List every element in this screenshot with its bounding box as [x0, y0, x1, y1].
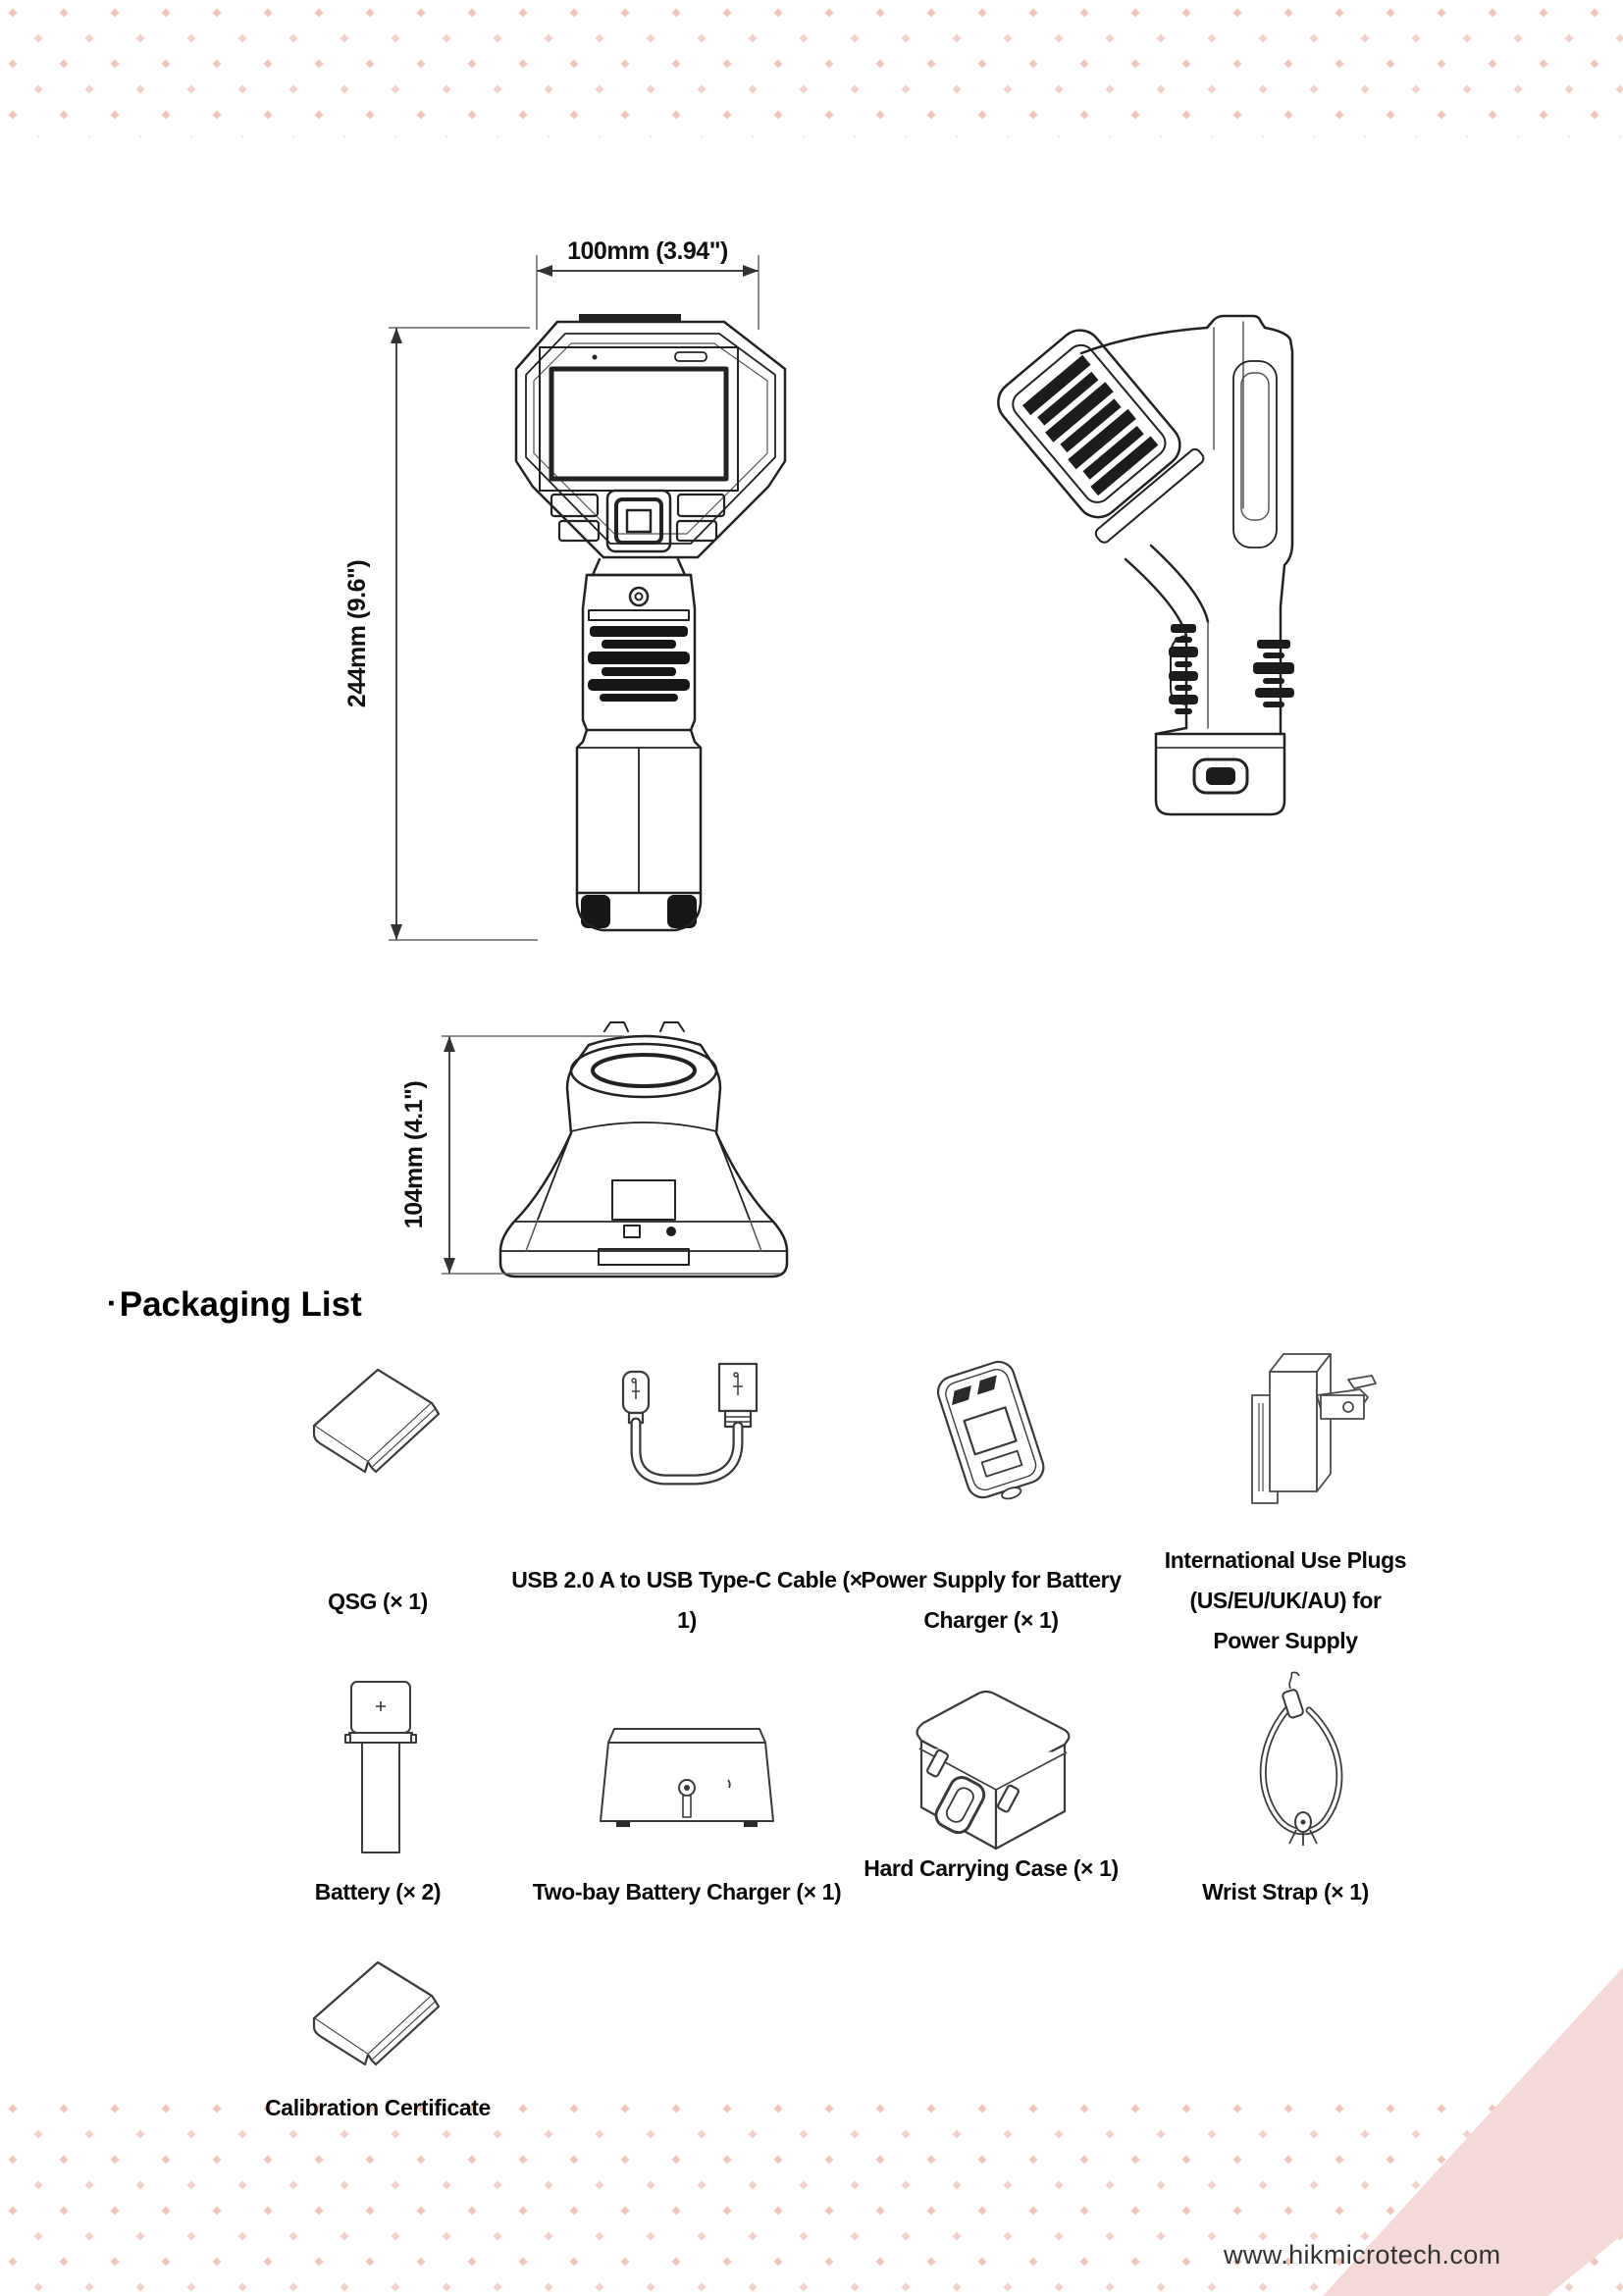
caption-power-supply: Power Supply for Battery Charger (× 1) — [861, 1567, 1122, 1633]
hard-case-icon — [888, 1668, 1094, 1859]
caption-usb-cable: USB 2.0 A to USB Type-C Cable (× 1) — [511, 1567, 863, 1633]
caption-international-plugs: International Use Plugs (US/EU/UK/AU) for Power Supply — [1164, 1547, 1407, 1653]
caption-two-bay-charger: Two-bay Battery Charger (× 1) — [532, 1879, 842, 1905]
calibration-certificate-icon — [294, 1945, 461, 2092]
heading-text: Packaging List — [119, 1285, 362, 1324]
front-height-dimension-label: 244mm (9.6") — [343, 559, 371, 708]
usb-cable-icon — [594, 1352, 780, 1499]
packaging-list-heading — [108, 1285, 362, 1325]
dimension-arrowheads — [391, 265, 759, 1274]
caption-battery: Battery (× 2) — [314, 1879, 442, 1905]
international-plugs-icon — [1205, 1334, 1377, 1536]
caption-wrist-strap: Wrist Strap (× 1) — [1202, 1879, 1369, 1905]
caption-calibration-certificate: Calibration Certificate — [265, 2095, 491, 2120]
heading-bullet: ▪ — [108, 1293, 115, 1314]
two-bay-charger-icon — [579, 1707, 795, 1840]
wrist-strap-icon — [1234, 1671, 1357, 1867]
qsg-booklet-icon — [294, 1352, 461, 1499]
top-height-dimension-label: 104mm (4.1") — [400, 1080, 428, 1229]
power-supply-icon — [908, 1342, 1074, 1524]
footer-website-url: www.hikmicrotech.com — [1224, 2240, 1501, 2270]
caption-hard-case: Hard Carrying Case (× 1) — [864, 1855, 1119, 1881]
front-width-dimension-label: 100mm (3.94") — [567, 237, 728, 265]
caption-qsg: QSG (× 1) — [328, 1589, 428, 1614]
battery-icon — [341, 1674, 420, 1860]
